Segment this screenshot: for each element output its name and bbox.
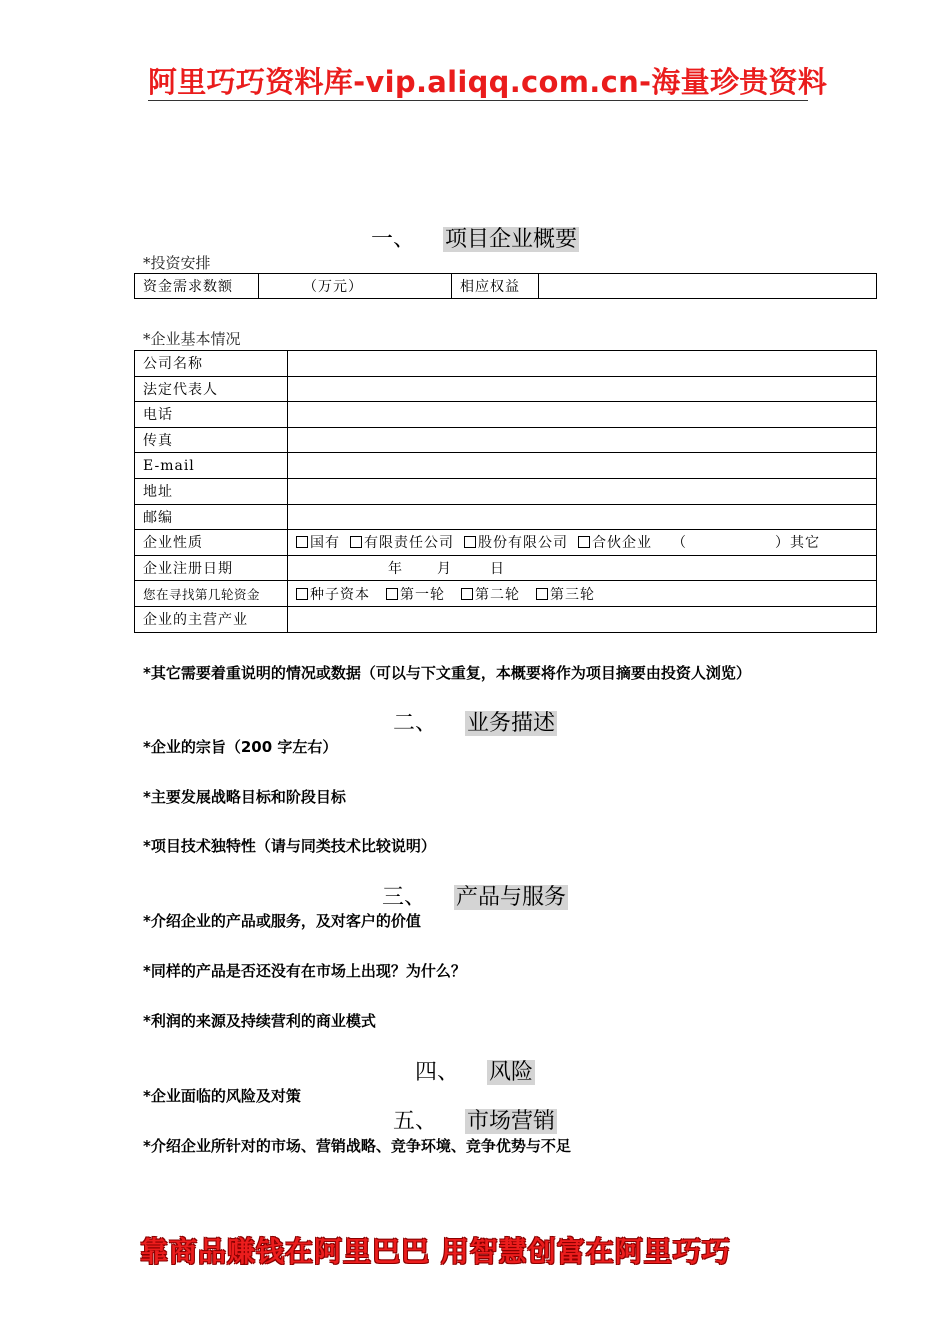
phone-field[interactable] xyxy=(288,402,877,428)
section-3-item: *同样的产品是否还没有在市场上出现？为什么？ xyxy=(143,962,466,980)
regdate-field[interactable] xyxy=(288,555,877,581)
section-2-item: *企业的宗旨（200 字左右） xyxy=(143,738,338,756)
regdate-label: 企业注册日期 xyxy=(135,555,288,581)
table-row xyxy=(135,504,877,530)
year-label: 年 xyxy=(388,561,403,578)
table-row xyxy=(135,427,877,453)
basic-info-label: *企业基本情况 xyxy=(143,330,241,348)
round-options xyxy=(288,581,877,607)
nature-option-llc: 有限责任公司 xyxy=(364,535,454,552)
footer-banner: 靠商品赚钱在阿里巴巴 用智慧创富在阿里巧巧 xyxy=(140,1235,731,1268)
round-option-first: 第一轮 xyxy=(400,586,445,603)
industry-label: 企业的主营产业 xyxy=(135,606,288,632)
nature-checkbox-jsc[interactable] xyxy=(464,536,476,548)
section-5-heading xyxy=(0,1104,950,1135)
section-2-heading xyxy=(0,706,950,737)
nature-label: 企业性质 xyxy=(135,530,288,556)
table-row xyxy=(135,530,877,556)
round-option-third: 第三轮 xyxy=(550,586,595,603)
table-row xyxy=(135,351,877,377)
table-row xyxy=(135,478,877,504)
table-row xyxy=(135,555,877,581)
section-4-number: 四、 xyxy=(414,1060,459,1085)
nature-other-open: （ xyxy=(672,535,687,552)
section-2-item: *主要发展战略目标和阶段目标 xyxy=(143,788,346,806)
table-row xyxy=(135,376,877,402)
funding-unit: （万元） xyxy=(259,274,452,299)
email-field[interactable] xyxy=(288,453,877,479)
postcode-field[interactable] xyxy=(288,504,877,530)
legal-rep-field[interactable] xyxy=(288,376,877,402)
section-1-heading xyxy=(0,222,950,253)
table-row xyxy=(135,581,877,607)
nature-checkbox-partnership[interactable] xyxy=(578,536,590,548)
investment-label: *投资安排 xyxy=(143,254,211,272)
section-4-heading xyxy=(0,1055,950,1086)
day-label: 日 xyxy=(490,561,505,578)
section-1-number: 一、 xyxy=(370,227,415,252)
header-banner xyxy=(148,64,828,101)
address-label: 地址 xyxy=(135,478,288,504)
section-3-title: 产品与服务 xyxy=(456,885,567,910)
round-option-seed: 种子资本 xyxy=(310,586,370,603)
round-checkbox-first[interactable] xyxy=(386,588,398,600)
table-row xyxy=(135,453,877,479)
section-4-item: *企业面临的风险及对策 xyxy=(143,1087,301,1105)
section-1-title: 项目企业概要 xyxy=(445,227,578,252)
phone-label: 电话 xyxy=(135,402,288,428)
round-checkbox-seed[interactable] xyxy=(296,588,308,600)
funding-amount-label: 资金需求数额 xyxy=(135,274,259,299)
round-option-second: 第二轮 xyxy=(475,586,520,603)
nature-options xyxy=(288,530,877,556)
industry-field[interactable] xyxy=(288,606,877,632)
table-row xyxy=(135,402,877,428)
section-2-item: *项目技术独特性（请与同类技术比较说明） xyxy=(143,837,436,855)
other-note: *其它需要着重说明的情况或数据（可以与下文重复，本概要将作为项目摘要由投资人浏览） xyxy=(143,664,751,682)
section-5-number: 五、 xyxy=(392,1109,437,1134)
legal-rep-label: 法定代表人 xyxy=(135,376,288,402)
postcode-label: 邮编 xyxy=(135,504,288,530)
company-name-field[interactable] xyxy=(288,351,877,377)
nature-checkbox-state[interactable] xyxy=(296,536,308,548)
nature-option-partnership: 合伙企业 xyxy=(592,535,652,552)
nature-other-close: ）其它 xyxy=(775,535,820,552)
section-2-title: 业务描述 xyxy=(467,711,556,736)
round-checkbox-second[interactable] xyxy=(461,588,473,600)
nature-checkbox-llc[interactable] xyxy=(350,536,362,548)
email-label: E-mail xyxy=(135,453,288,479)
section-4-title: 风险 xyxy=(489,1060,534,1085)
month-label: 月 xyxy=(437,561,452,578)
section-3-item: *介绍企业的产品或服务，及对客户的价值 xyxy=(143,912,421,930)
address-field[interactable] xyxy=(288,478,877,504)
equity-value[interactable] xyxy=(539,274,877,299)
nature-option-state: 国有 xyxy=(310,535,340,552)
nature-option-jsc: 股份有限公司 xyxy=(478,535,568,552)
round-label: 您在寻找第几轮资金 xyxy=(135,581,288,607)
equity-label: 相应权益 xyxy=(452,274,539,299)
investment-table xyxy=(134,273,877,299)
round-checkbox-third[interactable] xyxy=(536,588,548,600)
section-5-item: *介绍企业所针对的市场、营销战略、竞争环境、竞争优势与不足 xyxy=(143,1137,571,1155)
header-banner-text: 阿里巧巧资料库-vip.aliqq.com.cn-海量珍贵资料 xyxy=(148,65,828,99)
basic-info-table xyxy=(134,350,877,633)
section-3-number: 三、 xyxy=(381,885,426,910)
section-3-item: *利润的来源及持续营利的商业模式 xyxy=(143,1012,376,1030)
table-row xyxy=(135,606,877,632)
company-name-label: 公司名称 xyxy=(135,351,288,377)
section-5-title: 市场营销 xyxy=(467,1109,556,1134)
section-3-heading xyxy=(0,880,950,911)
section-2-number: 二、 xyxy=(392,711,437,736)
fax-field[interactable] xyxy=(288,427,877,453)
fax-label: 传真 xyxy=(135,427,288,453)
